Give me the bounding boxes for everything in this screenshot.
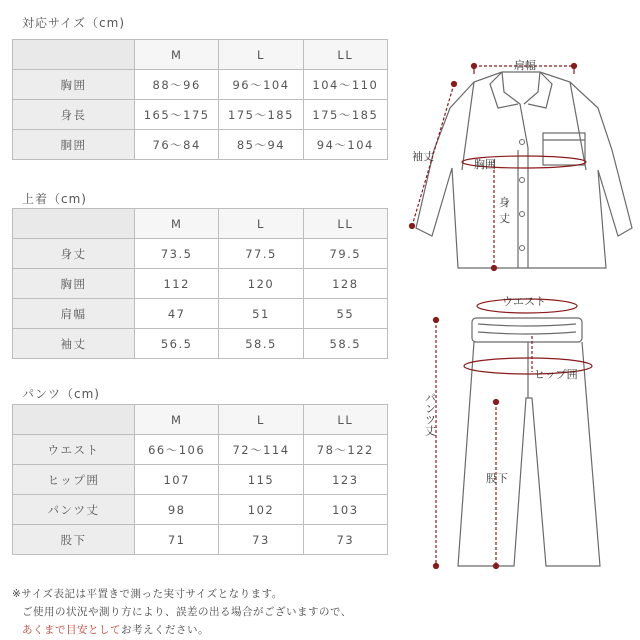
pants-illustration [458,318,600,566]
pants-table [12,404,388,555]
cell: 107 [135,465,219,495]
cell: 94～104 [303,130,387,160]
cell: 78～122 [303,435,387,465]
row-label: 胸囲 [13,70,135,100]
column-header: M [135,405,219,435]
cell: 98 [135,495,219,525]
note-accent-text: あくまで目安として [22,624,121,636]
table-row [13,435,388,465]
table-row [13,130,388,160]
length-label-2: 丈 [499,212,510,225]
table-row [13,525,388,555]
garment-diagram [392,40,638,580]
jacket-table [12,208,388,359]
cell: 123 [303,465,387,495]
cell: 175～185 [219,100,303,130]
cell: 79.5 [303,239,387,269]
sleeve-label: 袖丈 [412,150,434,163]
cell: 77.5 [219,239,303,269]
table-row [13,329,388,359]
column-header: L [219,209,303,239]
cell: 73 [303,525,387,555]
cell: 128 [303,269,387,299]
table-row [13,100,388,130]
cell: 71 [135,525,219,555]
length-label-1: 身 [499,196,510,209]
row-label: 身長 [13,100,135,130]
table-row [13,269,388,299]
waist-label: ウエスト [502,295,546,308]
cell: 102 [219,495,303,525]
jacket-table-title: 上着（cm) [22,192,87,206]
row-label: 股下 [13,525,135,555]
row-label: ウエスト [13,435,135,465]
cell: 73.5 [135,239,219,269]
cell: 120 [219,269,303,299]
column-header: LL [303,40,387,70]
table-row [13,495,388,525]
row-label: 胸囲 [13,269,135,299]
cell: 88～96 [135,70,219,100]
table-row [13,299,388,329]
table-row [13,239,388,269]
cell: 115 [219,465,303,495]
cell: 103 [303,495,387,525]
cell: 72～114 [219,435,303,465]
row-label: 身丈 [13,239,135,269]
column-header: LL [303,405,387,435]
table-row [13,70,388,100]
cell: 51 [219,299,303,329]
corner-cell [13,40,135,70]
note-line-2: ご使用の状況や測り方により、誤差の出る場合がございますので、 [22,606,352,618]
corner-cell [13,405,135,435]
note-line-3 [22,622,209,637]
row-label: 胴囲 [13,130,135,160]
cell: 66～106 [135,435,219,465]
note-line-1: ※サイズ表記は平置きで測った実寸サイズとなります。 [12,588,283,600]
hip-label: ヒップ囲 [534,368,578,381]
cell: 73 [219,525,303,555]
size-table-title: 対応サイズ（cm) [22,16,126,30]
cell: 96～104 [219,70,303,100]
corner-cell [13,209,135,239]
pants-table-title: パンツ（cm) [22,387,100,401]
chest-label: 胸囲 [474,158,496,171]
column-header: LL [303,209,387,239]
column-header: M [135,40,219,70]
cell: 85～94 [219,130,303,160]
jacket-illustration [416,72,632,268]
cell: 56.5 [135,329,219,359]
column-header: L [219,40,303,70]
cell: 47 [135,299,219,329]
note-rest-text: お考えください。 [121,624,209,636]
row-label: 袖丈 [13,329,135,359]
table-row [13,465,388,495]
row-label: パンツ丈 [13,495,135,525]
cell: 165～175 [135,100,219,130]
cell: 55 [303,299,387,329]
column-header: M [135,209,219,239]
pants-length-label: パンツ丈 [423,392,437,436]
cell: 104～110 [303,70,387,100]
cell: 76～84 [135,130,219,160]
inseam-label: 股下 [486,472,508,485]
shoulder-label: 肩幅 [514,59,536,72]
row-label: 肩幅 [13,299,135,329]
pants-measure-lines [434,299,593,569]
column-header: L [219,405,303,435]
cell: 58.5 [303,329,387,359]
cell: 112 [135,269,219,299]
jacket-measure-lines [410,64,587,271]
size-table [12,39,388,160]
cell: 175～185 [303,100,387,130]
cell: 58.5 [219,329,303,359]
row-label: ヒップ囲 [13,465,135,495]
